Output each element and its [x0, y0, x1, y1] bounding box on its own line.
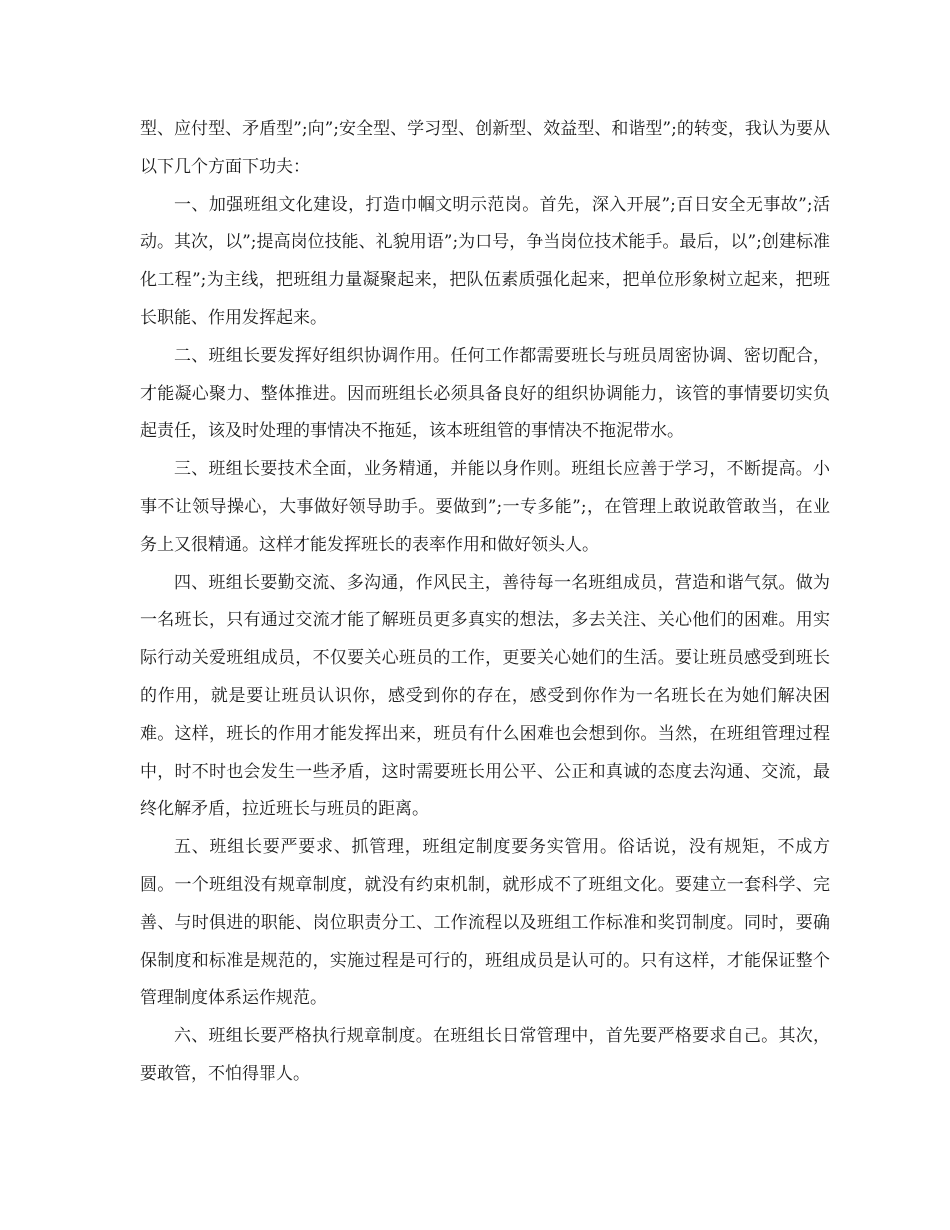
paragraph-section-2: 二、班组长要发挥好组织协调作用。任何工作都需要班长与班员周密协调、密切配合，才能凝心聚力、整体推进。因而班组长必须具备良好的组织协调能力，该管的事情要切实负起责任，该及时处理的事情决不拖延，该本班组管的事情决不拖泥带水。	[140, 345, 830, 442]
paragraph-section-5: 五、班组长要严要求、抓管理，班组定制度要务实管用。俗话说，没有规矩，不成方圆。一个班组没有规章制度，就没有约束机制，就形成不了班组文化。要建立一套科学、完善、与时俱进的职能、岗位职责分工、工作流程以及班组工作标准和奖罚制度。同时，要确保制度和标准是规范的，实施过程是可行的，班组成员是认可的。只有这样，才能保证整个管理制度体系运作规范。	[140, 837, 830, 1009]
paragraph-section-6: 六、班组长要严格执行规章制度。在班组长日常管理中，首先要严格要求自己。其次，要敢管，不怕得罪人。	[140, 1026, 830, 1084]
paragraph-section-3: 三、班组长要技术全面，业务精通，并能以身作则。班组长应善于学习，不断提高。小事不让领导操心，大事做好领导助手。要做到”;一专多能”;，在管理上敢说敢管敢当，在业务上又很精通。这样才能发挥班长的表率作用和做好领头人。	[140, 459, 830, 555]
paragraph-section-4: 四、班组长要勤交流、多沟通，作风民主，善待每一名班组成员，营造和谐气氛。做为一名班长，只有通过交流才能了解班员更多真实的想法，多去关注、关心他们的困难。用实际行动关爱班组成员，不仅要关心班员的工作，更要关心她们的生活。要让班员感受到班长的作用，就是要让班员认识你，感受到你的存在，感受到你作为一名班长在为她们解决困难。这样，班长的作用才能发挥出来，班员有什么困难也会想到你。当然，在班组管理过程中，时不时也会发生一些矛盾，这时需要班长用公平、公正和真诚的态度去沟通、交流，最终化解矛盾，拉近班长与班员的距离。	[140, 572, 830, 820]
paragraph-section-1: 一、加强班组文化建设，打造巾帼文明示范岗。首先，深入开展”;百日安全无事故”;活动。其次，以”;提高岗位技能、礼貌用语”;为口号，争当岗位技术能手。最后，以”;创建标准化工程”;为主线，把班组力量凝聚起来，把队伍素质强化起来，把单位形象树立起来，把班长职能、作用发挥起来。	[140, 194, 830, 328]
document-page	[140, 111, 830, 1094]
paragraph-continuation: 型、应付型、矛盾型”;向”;安全型、学习型、创新型、效益型、和谐型”;的转变，我认为要从以下几个方面下功夫：	[140, 119, 830, 177]
